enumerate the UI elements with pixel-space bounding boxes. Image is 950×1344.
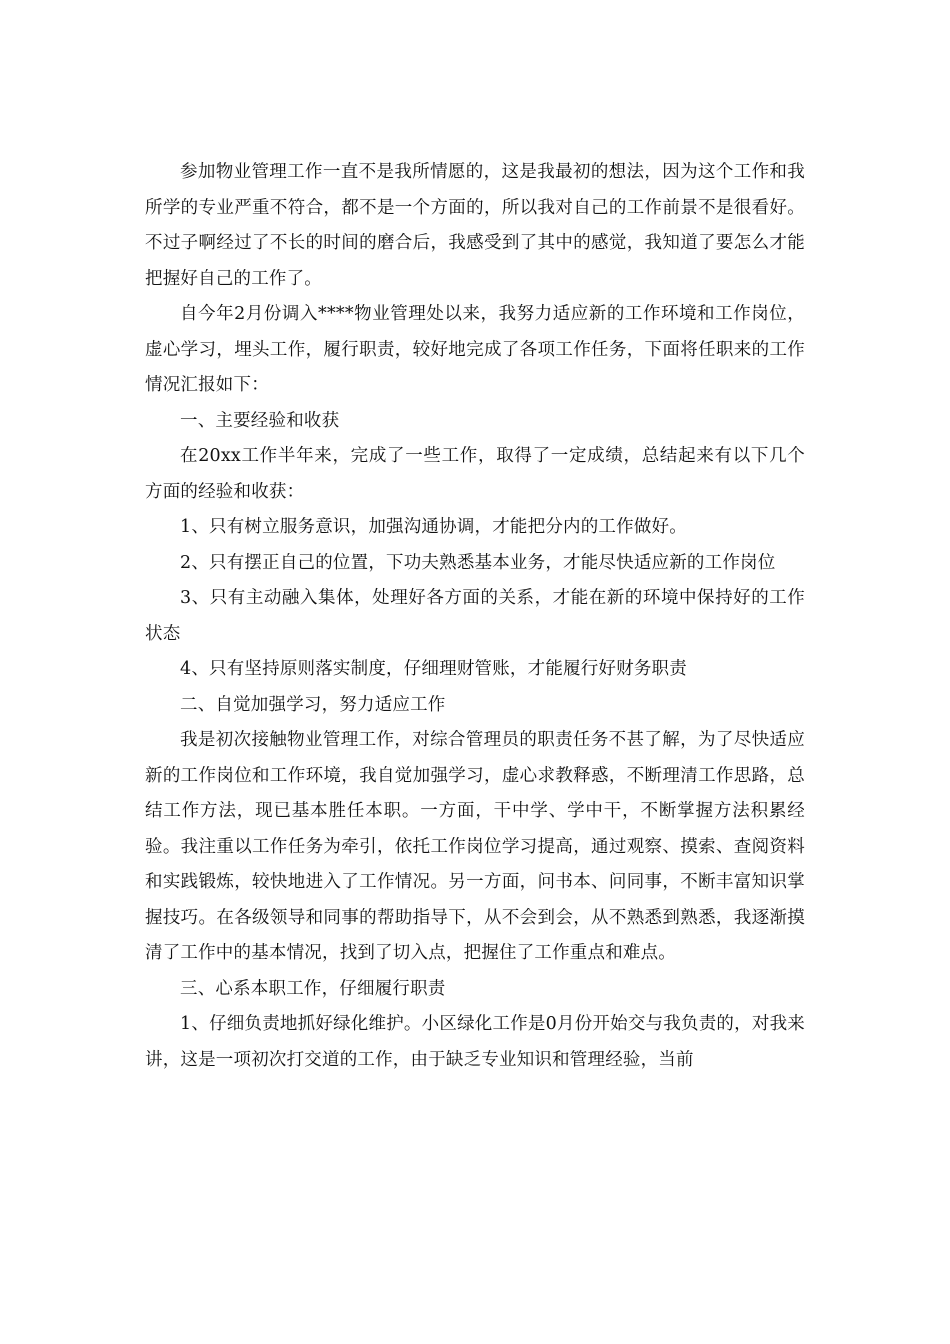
section-heading-1: 一、主要经验和收获 — [180, 410, 340, 431]
list-item-1: 1、只有树立服务意识，加强沟通协调，才能把分内的工作做好。 — [180, 517, 687, 537]
list-item-2: 2、只有摆正自己的位置，下功夫熟悉基本业务，才能尽快适应新的工作岗位 — [180, 552, 776, 573]
paragraph-section-2: 我是初次接触物业管理工作，对综合管理员的职责任务不甚了解，为了尽快适应新的工作岗位和工作环境，我自觉加强学习，虚心求教释惑，不断理清工作思路，总结工作方法，现已基本胜任本职。一方面，干中学、学中干，不断掌握方法积累经验。我注重以工作任务为牵引，依托工作岗位学习提高，通过观察、摸索、查阅资料和实践锻炼，较快地进入了工作情况。另一方面，问书本、问同事，不断丰富知识掌握技巧。在各级领导和同事的帮助指导下，从不会到会，从不熟悉到熟悉，我逐渐摸清了工作中的基本情况，找到了切入点，把握住了工作重点和难点。 — [145, 730, 805, 963]
paragraph-section-3: 1、仔细负责地抓好绿化维护。小区绿化工作是0月份开始交与我负责的，对我来讲，这是一项初次打交道的工作，由于缺乏专业知识和管理经验，当前 — [145, 1014, 805, 1070]
paragraph-section-1: 在20xx工作半年来，完成了一些工作，取得了一定成绩，总结起来有以下几个方面的经验和收获： — [145, 446, 805, 502]
list-item-4: 4、只有坚持原则落实制度，仔细理财管账，才能履行好财务职责 — [180, 659, 687, 679]
document-body — [145, 155, 805, 1078]
section-heading-2: 二、自觉加强学习，努力适应工作 — [180, 694, 446, 715]
section-heading-3: 三、心系本职工作，仔细履行职责 — [180, 978, 446, 999]
paragraph-overview: 自今年2月份调入****物业管理处以来，我努力适应新的工作环境和工作岗位，虚心学习，埋头工作，履行职责，较好地完成了各项工作任务，下面将任职来的工作情况汇报如下： — [145, 304, 805, 395]
list-item-3: 3、只有主动融入集体，处理好各方面的关系，才能在新的环境中保持好的工作状态 — [145, 588, 805, 644]
paragraph-intro: 参加物业管理工作一直不是我所情愿的，这是我最初的想法，因为这个工作和我所学的专业严重不符合，都不是一个方面的，所以我对自己的工作前景不是很看好。不过子啊经过了不长的时间的磨合后，我感受到了其中的感觉，我知道了要怎么才能把握好自己的工作了。 — [145, 162, 805, 289]
